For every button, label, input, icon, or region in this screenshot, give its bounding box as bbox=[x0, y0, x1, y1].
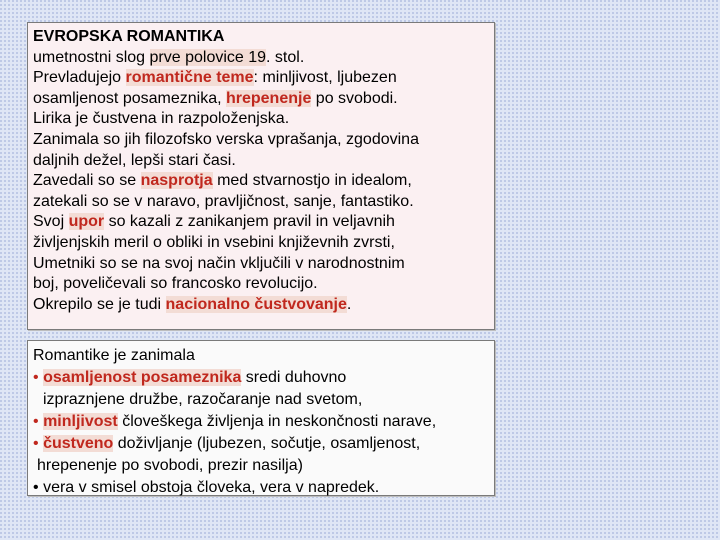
text-line-6: daljnih dežel, lepši stari časi. bbox=[33, 151, 236, 169]
bullet-icon: • bbox=[33, 435, 39, 452]
list-item: • minljivost človeškega življenja in neskončnosti narave, bbox=[33, 413, 437, 430]
text-line-3: osamljenost posameznika, hrepenenje po svobodi. bbox=[33, 89, 398, 107]
bullet-icon: • bbox=[33, 479, 39, 496]
text-line-11: Umetniki so se na svoj način vključili v narodnostnim bbox=[33, 254, 405, 272]
list-item-continuation: hrepenenje po svobodi, prezir nasilja) bbox=[37, 457, 303, 474]
list-intro: Romantike je zanimala bbox=[33, 347, 195, 364]
text-line-1: umetnostni slog prve polovice 19. stol. bbox=[33, 48, 305, 66]
emphasis-text: minljivost bbox=[43, 413, 118, 430]
emphasis-text: čustveno bbox=[43, 435, 114, 452]
highlight-text: prve polovice 19 bbox=[149, 48, 267, 66]
emphasis-text: nacionalno čustvovanje bbox=[165, 295, 347, 313]
text-line-13: Okrepilo se je tudi nacionalno čustvovanje. bbox=[33, 295, 352, 313]
emphasis-text: nasprotja bbox=[140, 172, 213, 190]
romantic-interests-box bbox=[27, 340, 495, 496]
bullet-icon: • bbox=[33, 369, 39, 386]
emphasis-text: upor bbox=[68, 213, 105, 231]
bullet-icon: • bbox=[33, 413, 39, 430]
list-item: • vera v smisel obstoja človeka, vera v napredek. bbox=[33, 479, 380, 496]
emphasis-text: hrepenenje bbox=[225, 89, 312, 107]
text-line-5: Zanimala so jih filozofsko verska vprašanja, zgodovina bbox=[33, 130, 419, 148]
emphasis-text: romantične teme bbox=[125, 69, 254, 87]
text-line-7: Zavedali so se nasprotja med stvarnostjo in idealom, bbox=[33, 172, 412, 190]
emphasis-text: osamljenost posameznika bbox=[43, 369, 242, 386]
text-line-4: Lirika je čustvena in razpoloženjska. bbox=[33, 110, 290, 128]
romanticism-overview-box bbox=[27, 22, 495, 330]
list-item: • čustveno doživljanje (ljubezen, sočutje, osamljenost, bbox=[33, 435, 421, 452]
text-line-2: Prevladujejo romantične teme: minljivost, ljubezen bbox=[33, 69, 397, 87]
text-line-10: življenjskih meril o obliki in vsebini književnih zvrsti, bbox=[33, 233, 395, 251]
text-line-9: Svoj upor so kazali z zanikanjem pravil in veljavnih bbox=[33, 213, 395, 231]
text-line-8: zatekali so se v naravo, pravljičnost, sanje, fantastiko. bbox=[33, 192, 414, 210]
list-item-continuation: izpraznjene družbe, razočaranje nad svetom, bbox=[43, 391, 363, 408]
text-line-12: boj, poveličevali so francosko revolucijo. bbox=[33, 275, 318, 293]
list-item: • osamljenost posameznika sredi duhovno bbox=[33, 369, 347, 386]
heading: EVROPSKA ROMANTIKA bbox=[33, 28, 225, 45]
